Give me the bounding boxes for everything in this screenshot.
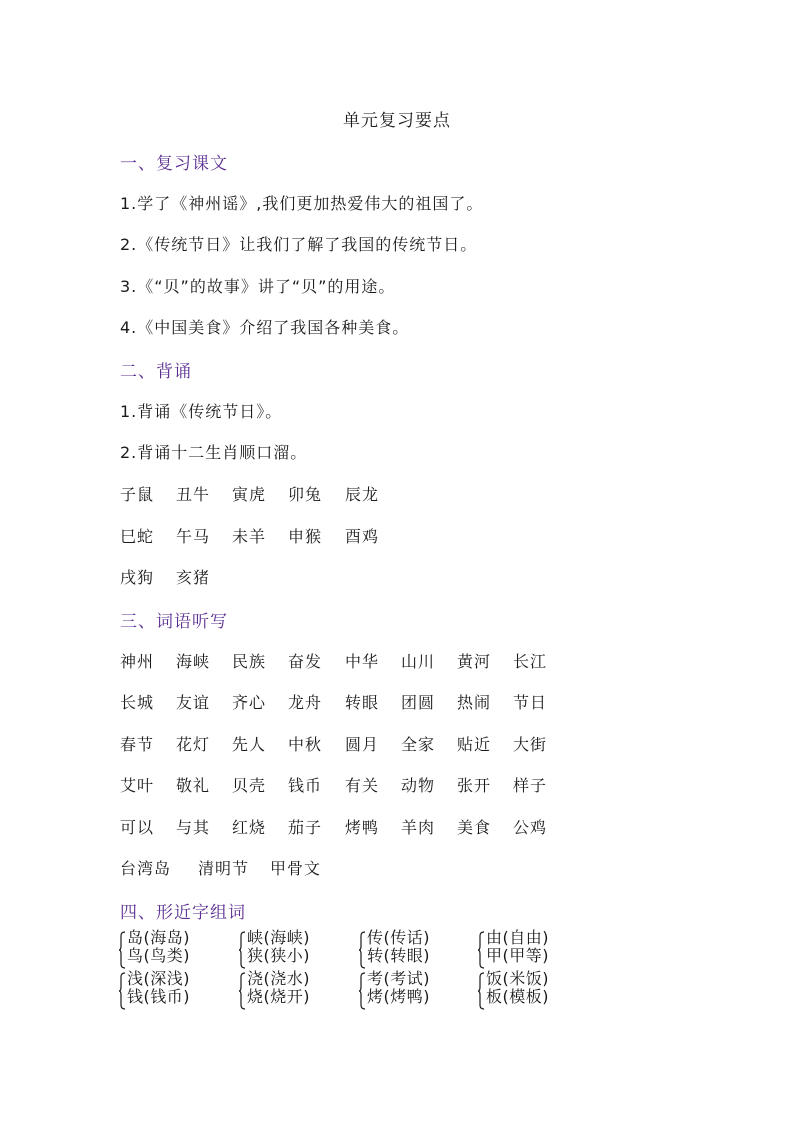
dictation-word: 羊肉 [401, 818, 436, 837]
dictation-word: 先人 [232, 735, 267, 754]
dictation-word: 中华 [345, 652, 380, 671]
dictation-word: 热闹 [457, 693, 492, 712]
character-word: 浅(深浅) [127, 969, 190, 988]
dictation-word: 山川 [401, 652, 436, 671]
dictation-word: 可以 [120, 818, 155, 837]
section-heading-review-texts: 一、复习课文 [120, 154, 228, 174]
recite-item: 2.背诵十二生肖顺口溜。 [120, 443, 308, 462]
review-item: 3.《“贝”的故事》讲了“贝”的用途。 [120, 277, 396, 296]
zodiac-word: 巳蛇 [120, 527, 155, 546]
character-pair [239, 970, 349, 1014]
dictation-word: 花灯 [176, 735, 211, 754]
character-pair [239, 929, 349, 973]
zodiac-word: 子鼠 [120, 485, 155, 504]
dictation-word: 清明节 [198, 859, 250, 878]
character-word: 甲(甲等) [486, 946, 549, 965]
dictation-word: 圆月 [345, 735, 380, 754]
dictation-word: 春节 [120, 735, 155, 754]
dictation-word: 红烧 [232, 818, 267, 837]
dictation-word: 黄河 [457, 652, 492, 671]
dictation-word: 钱币 [288, 776, 323, 795]
recite-item: 1.背诵《传统节日》。 [120, 402, 283, 421]
zodiac-word: 酉鸡 [345, 527, 380, 546]
zodiac-word: 辰龙 [345, 485, 380, 504]
dictation-word: 敬礼 [176, 776, 211, 795]
character-word: 岛(海岛) [127, 928, 190, 947]
dictation-word: 样子 [513, 776, 548, 795]
dictation-word: 烤鸭 [345, 818, 380, 837]
brace-icon [239, 931, 246, 969]
brace-icon [359, 972, 366, 1010]
zodiac-word: 亥猪 [176, 568, 211, 587]
character-pair [478, 929, 588, 973]
dictation-word: 茄子 [288, 818, 323, 837]
section-heading-recite: 二、背诵 [120, 362, 192, 382]
dictation-word: 贴近 [457, 735, 492, 754]
character-pair [478, 970, 588, 1014]
character-word: 转(转眼) [367, 946, 430, 965]
dictation-word: 节日 [513, 693, 548, 712]
brace-icon [478, 931, 485, 969]
character-word: 烤(烤鸭) [367, 987, 430, 1006]
zodiac-word: 未羊 [232, 527, 267, 546]
dictation-word: 贝壳 [232, 776, 267, 795]
zodiac-word: 寅虎 [232, 485, 267, 504]
character-pair [359, 970, 469, 1014]
dictation-word: 民族 [232, 652, 267, 671]
character-word: 钱(钱币) [127, 987, 190, 1006]
dictation-word: 友谊 [176, 693, 211, 712]
brace-icon [359, 931, 366, 969]
dictation-word: 有关 [345, 776, 380, 795]
brace-icon [239, 972, 246, 1010]
dictation-word: 台湾岛 [120, 859, 172, 878]
review-item: 4.《中国美食》介绍了我国各种美食。 [120, 318, 410, 337]
dictation-word: 美食 [457, 818, 492, 837]
character-word: 浇(浇水) [247, 969, 310, 988]
zodiac-word: 丑牛 [176, 485, 211, 504]
dictation-word: 中秋 [288, 735, 323, 754]
dictation-word: 齐心 [232, 693, 267, 712]
character-word: 传(传话) [367, 928, 430, 947]
brace-icon [119, 972, 126, 1010]
review-item: 2.《传统节日》让我们了解了我国的传统节日。 [120, 235, 478, 254]
dictation-word: 张开 [457, 776, 492, 795]
dictation-word: 长江 [513, 652, 548, 671]
character-word: 板(模板) [486, 987, 549, 1006]
character-word: 峡(海峡) [247, 928, 310, 947]
dictation-word: 动物 [401, 776, 436, 795]
dictation-word: 与其 [176, 818, 211, 837]
brace-icon [119, 931, 126, 969]
character-pair [359, 929, 469, 973]
page-title: 单元复习要点 [343, 111, 451, 131]
zodiac-word: 戌狗 [120, 568, 155, 587]
brace-icon [478, 972, 485, 1010]
dictation-word: 奋发 [288, 652, 323, 671]
dictation-word: 艾叶 [120, 776, 155, 795]
character-word: 鸟(鸟类) [127, 946, 190, 965]
character-pair [119, 929, 229, 973]
character-word: 狭(狭小) [247, 946, 310, 965]
character-word: 烧(烧开) [247, 987, 310, 1006]
dictation-word: 全家 [401, 735, 436, 754]
dictation-word: 神州 [120, 652, 155, 671]
review-item: 1.学了《神州谣》,我们更加热爱伟大的祖国了。 [120, 194, 484, 213]
zodiac-word: 卯兔 [288, 485, 323, 504]
section-heading-similar-characters: 四、形近字组词 [120, 903, 246, 923]
dictation-word: 龙舟 [288, 693, 323, 712]
dictation-word: 大街 [513, 735, 548, 754]
section-heading-dictation: 三、词语听写 [120, 612, 228, 632]
zodiac-word: 申猴 [288, 527, 323, 546]
character-word: 饭(米饭) [486, 969, 549, 988]
character-word: 由(自由) [486, 928, 549, 947]
zodiac-word: 午马 [176, 527, 211, 546]
dictation-word: 长城 [120, 693, 155, 712]
dictation-word: 甲骨文 [270, 859, 322, 878]
dictation-word: 转眼 [345, 693, 380, 712]
character-pair [119, 970, 229, 1014]
dictation-word: 海峡 [176, 652, 211, 671]
character-word: 考(考试) [367, 969, 430, 988]
dictation-word: 公鸡 [513, 818, 548, 837]
dictation-word: 团圆 [401, 693, 436, 712]
